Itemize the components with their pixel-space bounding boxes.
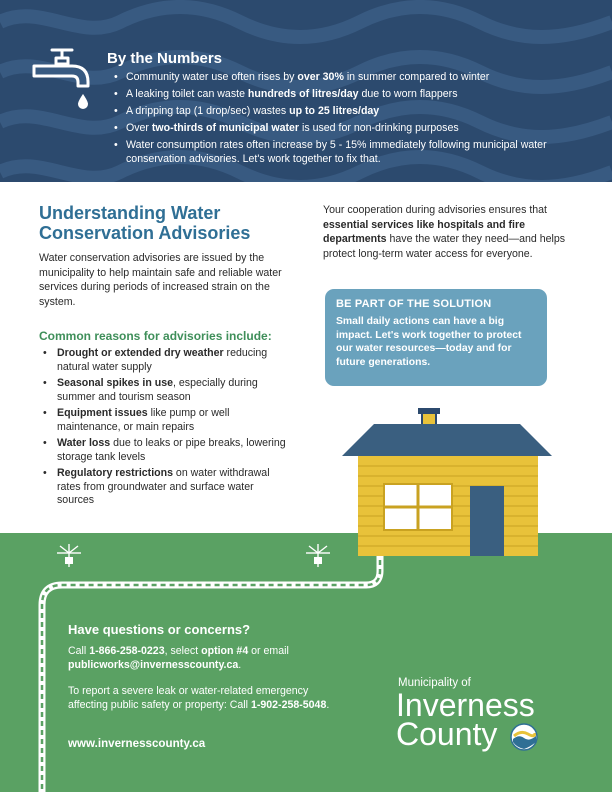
- house-illustration: [340, 408, 580, 558]
- phone-link[interactable]: 1-866-258-0223: [89, 645, 165, 657]
- logo-name-line2: County: [396, 716, 498, 752]
- reasons-list: [43, 347, 293, 511]
- cooperation-paragraph: Your cooperation during advisories ensures that essential services like hospitals and fire departments have the water they need—and helps protect long-term water access for everyone.: [323, 204, 566, 260]
- sprinkler-icon: [54, 543, 84, 571]
- stat-item: • Community water use often rises by over 30% in summer compared to winter: [112, 70, 592, 84]
- callout-text: Small daily actions can have a big impact. Let's work together to protect our water resources—today and for future generations.: [336, 316, 522, 368]
- callout-title: BE PART OF THE SOLUTION: [336, 298, 492, 310]
- reason-item: • Regulatory restrictions on water withdrawal rates from groundwater and surface water sources: [43, 467, 293, 508]
- sprinkler-icon: [303, 543, 333, 571]
- contact-info: Call 1-866-258-0223, select option #4 or email publicworks@invernesscounty.ca.: [68, 645, 289, 671]
- solution-callout: [325, 289, 547, 386]
- stats-list: [112, 70, 592, 169]
- stats-banner: [0, 0, 612, 182]
- website-link[interactable]: www.invernesscounty.ca: [68, 737, 206, 750]
- stat-item: • A leaking toilet can waste hundreds of litres/day due to worn flappers: [112, 87, 592, 101]
- stat-item: • A dripping tap (1 drop/sec) wastes up to 25 litres/day: [112, 104, 592, 118]
- email-link[interactable]: publicworks@invernesscounty.ca: [68, 659, 239, 671]
- emergency-phone-link[interactable]: 1-902-258-5048: [250, 699, 327, 711]
- reason-item: • Seasonal spikes in use, especially during summer and tourism season: [43, 377, 293, 404]
- contact-title: Have questions or concerns?: [68, 622, 251, 637]
- stat-item: • Over two-thirds of municipal water is used for non-drinking purposes: [112, 121, 592, 135]
- reason-item: • Equipment issues like pump or well maintenance, or main repairs: [43, 407, 293, 434]
- section-heading: Understanding Water Conservation Advisories: [39, 203, 251, 243]
- reason-item: • Water loss due to leaks or pipe breaks, lowering storage tank levels: [43, 437, 293, 464]
- logo-name-line1: Inverness: [396, 687, 535, 723]
- banner-title: By the Numbers: [107, 50, 223, 67]
- report-info: To report a severe leak or water-related emergency affecting public safety or property: Call 1-902-258-5048.: [68, 685, 330, 711]
- intro-paragraph: Water conservation advisories are issued by the municipality to help maintain safe and reliable water services during periods of increased strain on the system.: [39, 252, 282, 308]
- logo-emblem-icon: [509, 722, 539, 752]
- reasons-title: Common reasons for advisories include:: [39, 329, 272, 343]
- reason-item: • Drought or extended dry weather reducing natural water supply: [43, 347, 293, 374]
- logo-subtitle: Municipality of: [398, 677, 471, 689]
- faucet-icon: [30, 44, 100, 114]
- stat-item: • Water consumption rates often increase by 5 - 15% immediately following municipal water conservation advisories. Let's work together to fix that.: [112, 138, 592, 166]
